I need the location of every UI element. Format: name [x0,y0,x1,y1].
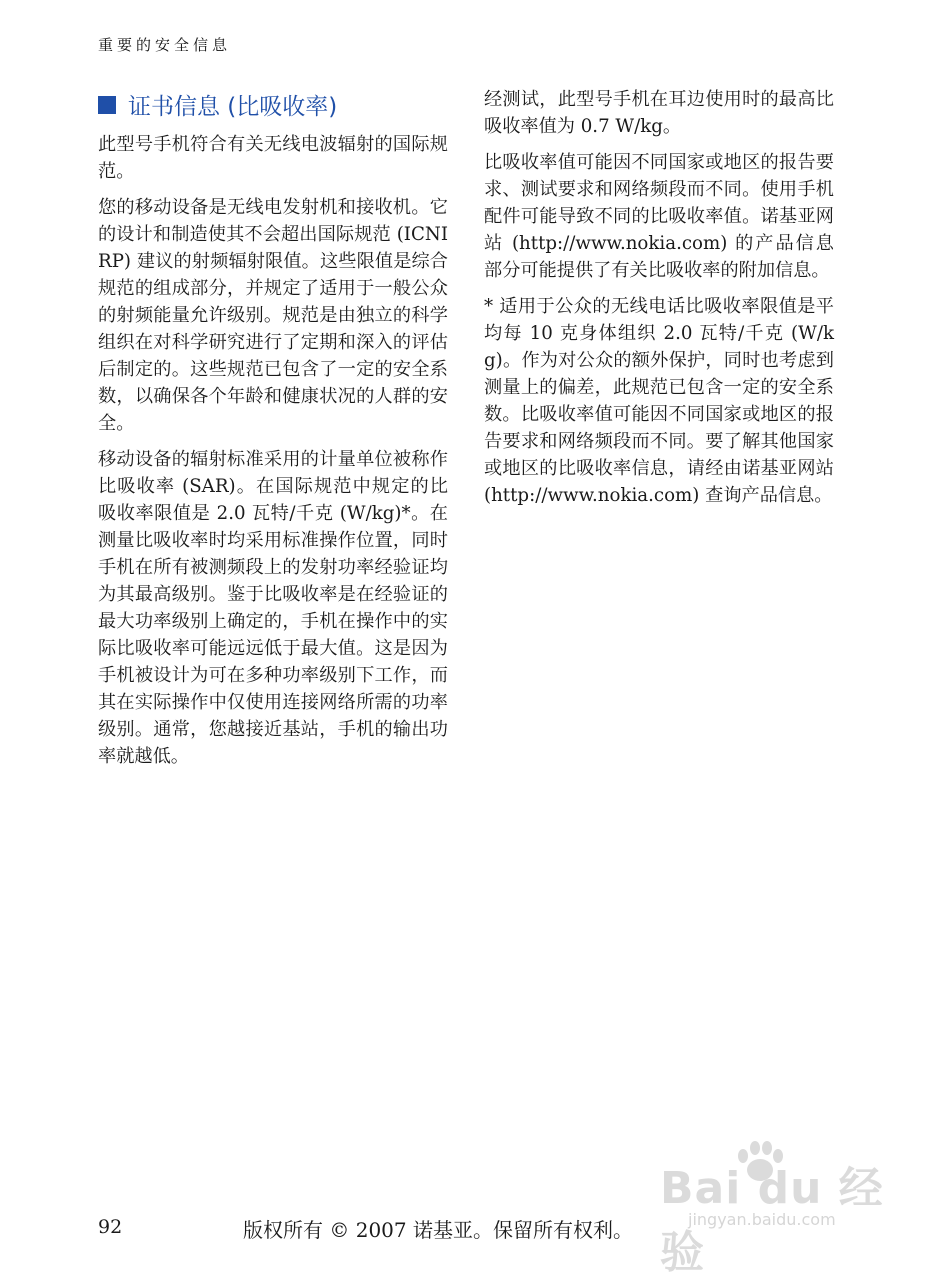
section-heading [98,88,448,121]
square-bullet-icon [98,96,116,114]
paragraph: 此型号手机符合有关无线电波辐射的国际规范。 [98,134,448,182]
page-number: 92 [98,1216,123,1238]
left-column [98,88,448,779]
right-column [484,86,834,518]
copyright-notice: 版权所有 © 2007 诺基亚。保留所有权利。 [243,1218,633,1242]
baidu-watermark [660,1140,900,1278]
paragraph: 您的移动设备是无线电发射机和接收机。它的设计和制造使其不会超出国际规范 (ICNIRP) 建议的射频辐射限值。这些限值是综合规范的组成部分，并规定了适用于一般公众的射频能量允许级别。规范是由独立的科学组织在对科学研究进行了定期和深入的评估后制定的。这些规范已包含了一定的安全系数，以确保各个年龄和健康状况的人群的安全。 [98,197,448,434]
paragraph: * 适用于公众的无线电话比吸收率限值是平均每 10 克身体组织 2.0 瓦特/千克 (W/kg)。作为对公众的额外保护，同时也考虑到测量上的偏差，此规范已包含一定的安全系数。比吸收率值可能因不同国家或地区的报告要求和网络频段而不同。要了解其他国家或地区的比吸收率信息，请经由诺基亚网站 (http://www.nokia.com) 查询产品信息。 [484,296,834,506]
watermark-logo: Bai du 经验 [660,1163,884,1278]
watermark-url: jingyan.baidu.com [688,1210,836,1229]
section-title: 证书信息 (比吸收率) [128,94,338,120]
paragraph: 移动设备的辐射标准采用的计量单位被称作比吸收率 (SAR)。在国际规范中规定的比吸收率限值是 2.0 瓦特/千克 (W/kg)*。在测量比吸收率时均采用标准操作位置，同时手机在所有被测频段上的发射功率经验证均为其最高级别。鉴于比吸收率是在经验证的最大功率级别上确定的，手机在操作中的实际比吸收率可能远远低于最大值。这是因为手机被设计为可在多种功率级别下工作，而其在实际操作中仅使用连接网络所需的功率级别。通常，您越接近基站，手机的输出功率就越低。 [98,449,448,767]
running-header: 重要的安全信息 [98,36,232,54]
paragraph: 比吸收率值可能因不同国家或地区的报告要求、测试要求和网络频段而不同。使用手机配件可能导致不同的比吸收率值。诺基亚网站 (http://www.nokia.com) 的产品信息部分可能提供了有关比吸收率的附加信息。 [484,152,834,281]
paragraph: 经测试，此型号手机在耳边使用时的最高比吸收率值为 0.7 W/kg。 [484,89,834,137]
